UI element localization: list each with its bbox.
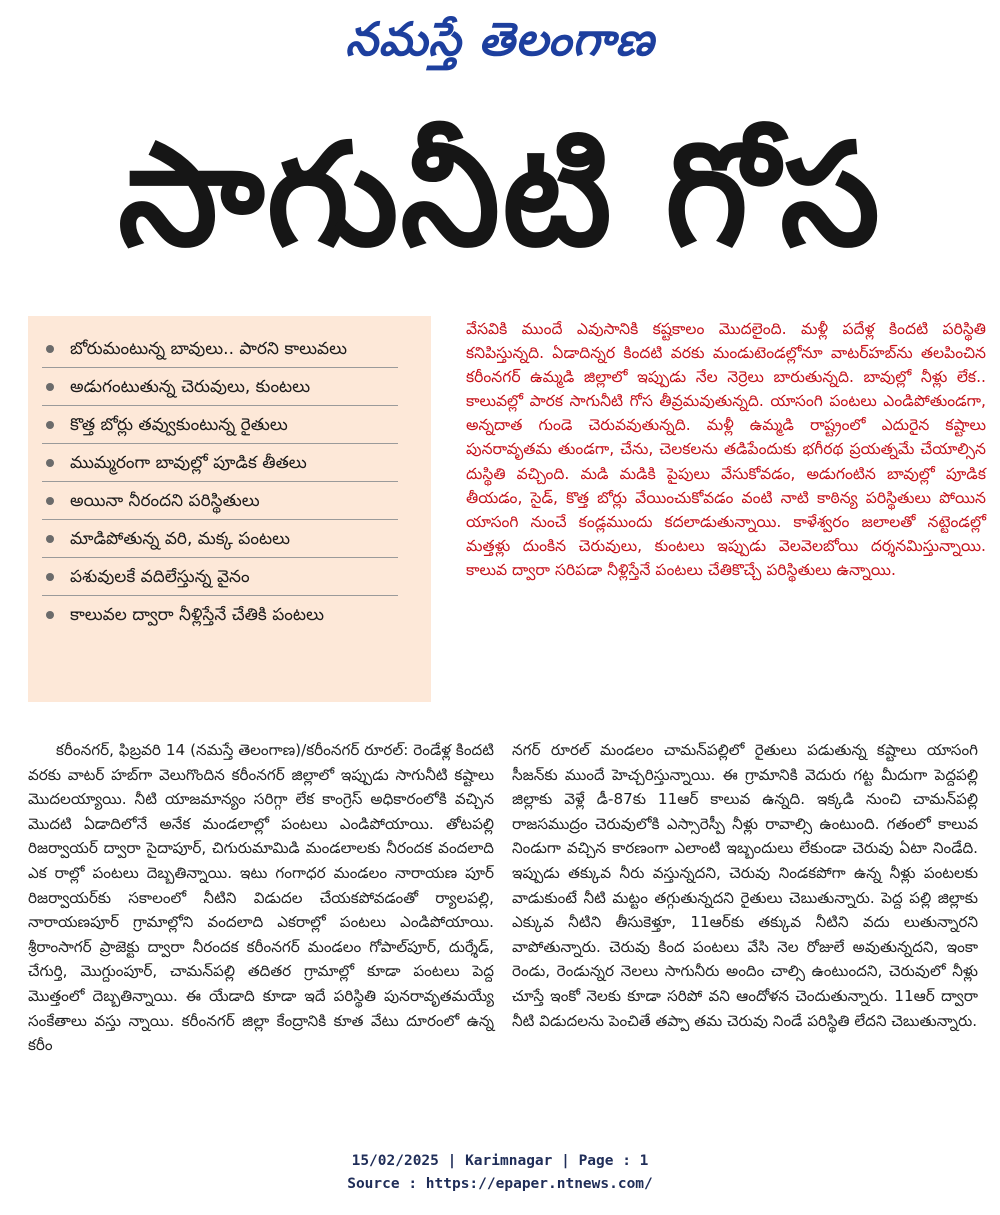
bullet-dot-icon bbox=[46, 611, 54, 619]
highlight-item bbox=[42, 520, 398, 558]
bullet-dot-icon bbox=[46, 459, 54, 467]
body-text-right: నగర్ రూరల్ మండలం చామన్‌పల్లిలో రైతులు పడుతున్న కష్టాలు యాసంగి సీజన్‌కు ముందే హెచ్చరిస్తున్నాయి. ఈ గ్రామానికి వెదురు గట్ట మీదుగా పెద్దపల్లి జిల్లాకు వెళ్లే డీ-87కు 11ఆర్ కాలువ ఉన్నది. ఇక్కడి నుంచి చామన్‌పల్లి రాజసముద్రం చెరువులోకి ఎస్సారెస్పీ నీళ్లు రావాల్సి ఉంటుంది. గతంలో కాలువ నిండుగా వచ్చిన కారణంగా ఎలాంటి ఇబ్బందులు లేకుండా చెరువు ఏటా నిండేది. ఇప్పుడు తక్కువ నీరు వస్తున్నదని, చెరువు నిండకపోగా ఉన్న నీళ్లు పంటలకు వాడుకుంటే నీటి మట్టం తగ్గుతున్నదని రైతులు చెబుతున్నారు. పెద్ద పల్లి జిల్లాకు ఎక్కువ నీటిని తీసుకెళ్తూ, 11ఆర్‌కు తక్కువ నీటిని వదు లుతున్నారని వాపోతున్నారు. చెరువు కింద పంటలు వేసి నెల రోజులే అవుతున్నదని, ఇంకా రెండు, రెండున్నర నెలలు సాగునీరు అందిం చాల్సి ఉంటుందని, చెరువులో నీళ్లు చూస్తే ఇంకో నెలకు కూడా సరిపో వని ఆందోళన చెందుతున్నారు. 11ఆర్ ద్వారా నీటి విడుదలను పెంచితే తప్పా తమ చెరువు నిండే పరిస్థితి లేదని చెబుతున్నారు. bbox=[512, 741, 978, 1030]
body-text-left: కరీంనగర్, ఫిబ్రవరి 14 (నమస్తే తెలంగాణ)/కరీంనగర్ రూరల్: రెండేళ్ల కిందటి వరకు వాటర్ హబ్‌గా వెలుగొందిన కరీంనగర్ జిల్లాలో ఇప్పుడు సాగునీటి కష్టాలు మొదలయ్యాయి. నీటి యాజమాన్యం సరిగ్గా లేక కాంగ్రెస్ అధికారంలోకి వచ్చిన మొదటి ఏడాదిలోనే అనేక మండలాల్లో పంటలు ఎండిపోయాయి. తోటపల్లి రిజర్వాయర్ ద్వారా సైదాపూర్, చిగురుమామిడి మండలాలకు నీరందక వందలాది ఎక రాల్లో పంటలు దెబ్బతిన్నాయి. ఇటు గంగాధర మండలం నారాయణ పూర్ రిజర్వాయర్‌కు సకాలంలో నీటిని విడుదల చేయకపోవడంతో ర్యాలపల్లి, నారాయణపూర్ గ్రామాల్లోని వందలాది ఎకరాల్లో పంటలు ఎండిపోయాయి. శ్రీరాంసాగర్ ప్రాజెక్టు ద్వారా నీరందక కరీంనగర్ మండలం గోపాల్‌పూర్, దుర్శేడ్, చేగుర్తి, మొగ్దుంపూర్, చామన్‌పల్లి తదితర గ్రామాల్లో కూడా పంటలు పెద్ద మొత్తంలో దెబ్బతిన్నాయి. ఈ యేడాది కూడా ఇదే పరిస్థితి పునరావృతమయ్యే సంకేతాలు వస్తు న్నాయి. కరీంనగర్ జిల్లా కేంద్రానికి కూత వేటు దూరంలో ఉన్న కరీం bbox=[28, 741, 494, 1055]
highlight-item bbox=[42, 482, 398, 520]
highlight-text: బోరుమంటున్న బావులు.. పారని కాలువలు bbox=[70, 339, 348, 359]
bullet-dot-icon bbox=[46, 535, 54, 543]
highlight-item bbox=[42, 596, 398, 633]
bullet-dot-icon bbox=[46, 383, 54, 391]
bullet-dot-icon bbox=[46, 345, 54, 353]
intro-paragraph: వేసవికి ముందే ఎవుసానికి కష్టకాలం మొదలైంది. మళ్లీ పదేళ్ల కిందటి పరిస్థితి కనిపిస్తున్నది. ఏడాదిన్నర కిందటి వరకు మండుటెండల్లోనూ వాటర్‌హబ్‌ను తలపించిన కరీంనగర్ ఉమ్మడి జిల్లాలో ఇప్పుడు నేల నెర్రెలు బారుతున్నది. బావుల్లో నీళ్లు లేక.. కాలువల్లో పారక సాగునీటి గోస తీవ్రమవుతున్నది. యాసంగి పంటలు ఎండిపోతుండగా, అన్నదాత గుండె చెరువవుతున్నది. మళ్లీ ఉమ్మడి రాష్ట్రంలో ఎదురైన కష్టాలు పునరావృతమ తుండగా, చేను, చెలకలను తడిపేందుకు భగీరథ ప్రయత్నమే చేయాల్సిన దుస్థితి వచ్చింది. మడి మడికి పైపులు వేసుకోవడం, అడుగంటిన బావుల్లో పూడిక తీయడం, సైడ్, కొత్త బోర్లు వేయించుకోవడం వంటి నాటి కాఠిన్య పరిస్థితులు పోయిన యాసంగి నుంచే కండ్లముందు కదలాడుతున్నాయి. కాళేశ్వరం జలాలతో నట్టెండల్లో మత్తళ్లు దుంకిన చెరువులు, కుంటలు ఇప్పుడు వెలవెలబోయి దర్శనమిస్తున్నాయి. కాలువ ద్వారా సరిపడా నీళ్లిస్తేనే పంటలు చేతికొచ్చే పరిస్థితులు ఉన్నాయి. bbox=[466, 320, 986, 579]
highlight-text: ముమ్మరంగా బావుల్లో పూడిక తీతలు bbox=[70, 453, 307, 473]
highlight-item bbox=[42, 558, 398, 596]
highlight-text: కాలువల ద్వారా నీళ్లిస్తేనే చేతికి పంటలు bbox=[70, 605, 324, 625]
bullet-dot-icon bbox=[46, 421, 54, 429]
footer-date-edition: 15/02/2025 | Karimnagar | Page : 1 bbox=[351, 1153, 649, 1169]
bullet-dot-icon bbox=[46, 573, 54, 581]
highlight-text: మాడిపోతున్న వరి, మక్క పంటలు bbox=[70, 529, 291, 549]
footer-source-link[interactable]: Source : https://epaper.ntnews.com/ bbox=[347, 1176, 653, 1192]
body-column-left bbox=[28, 738, 494, 1138]
newspaper-masthead: నమస్తే తెలంగాణ bbox=[345, 12, 655, 66]
highlight-item bbox=[42, 368, 398, 406]
page-footer bbox=[0, 1150, 1000, 1196]
headline: సాగునీటి గోస bbox=[118, 113, 882, 278]
body-column-right bbox=[512, 738, 978, 1138]
highlight-text: అయినా నీరందని పరిస్థితులు bbox=[70, 491, 260, 511]
highlight-item bbox=[42, 444, 398, 482]
bullet-dot-icon bbox=[46, 497, 54, 505]
highlight-text: అడుగంటుతున్న చెరువులు, కుంటలు bbox=[70, 377, 311, 397]
highlights-box bbox=[28, 316, 431, 702]
highlight-item bbox=[42, 406, 398, 444]
highlight-text: కొత్త బోర్లు తవ్వుకుంటున్న రైతులు bbox=[70, 415, 288, 435]
highlight-item bbox=[42, 330, 398, 368]
highlight-text: పశువులకే వదిలేస్తున్న వైనం bbox=[70, 567, 250, 587]
